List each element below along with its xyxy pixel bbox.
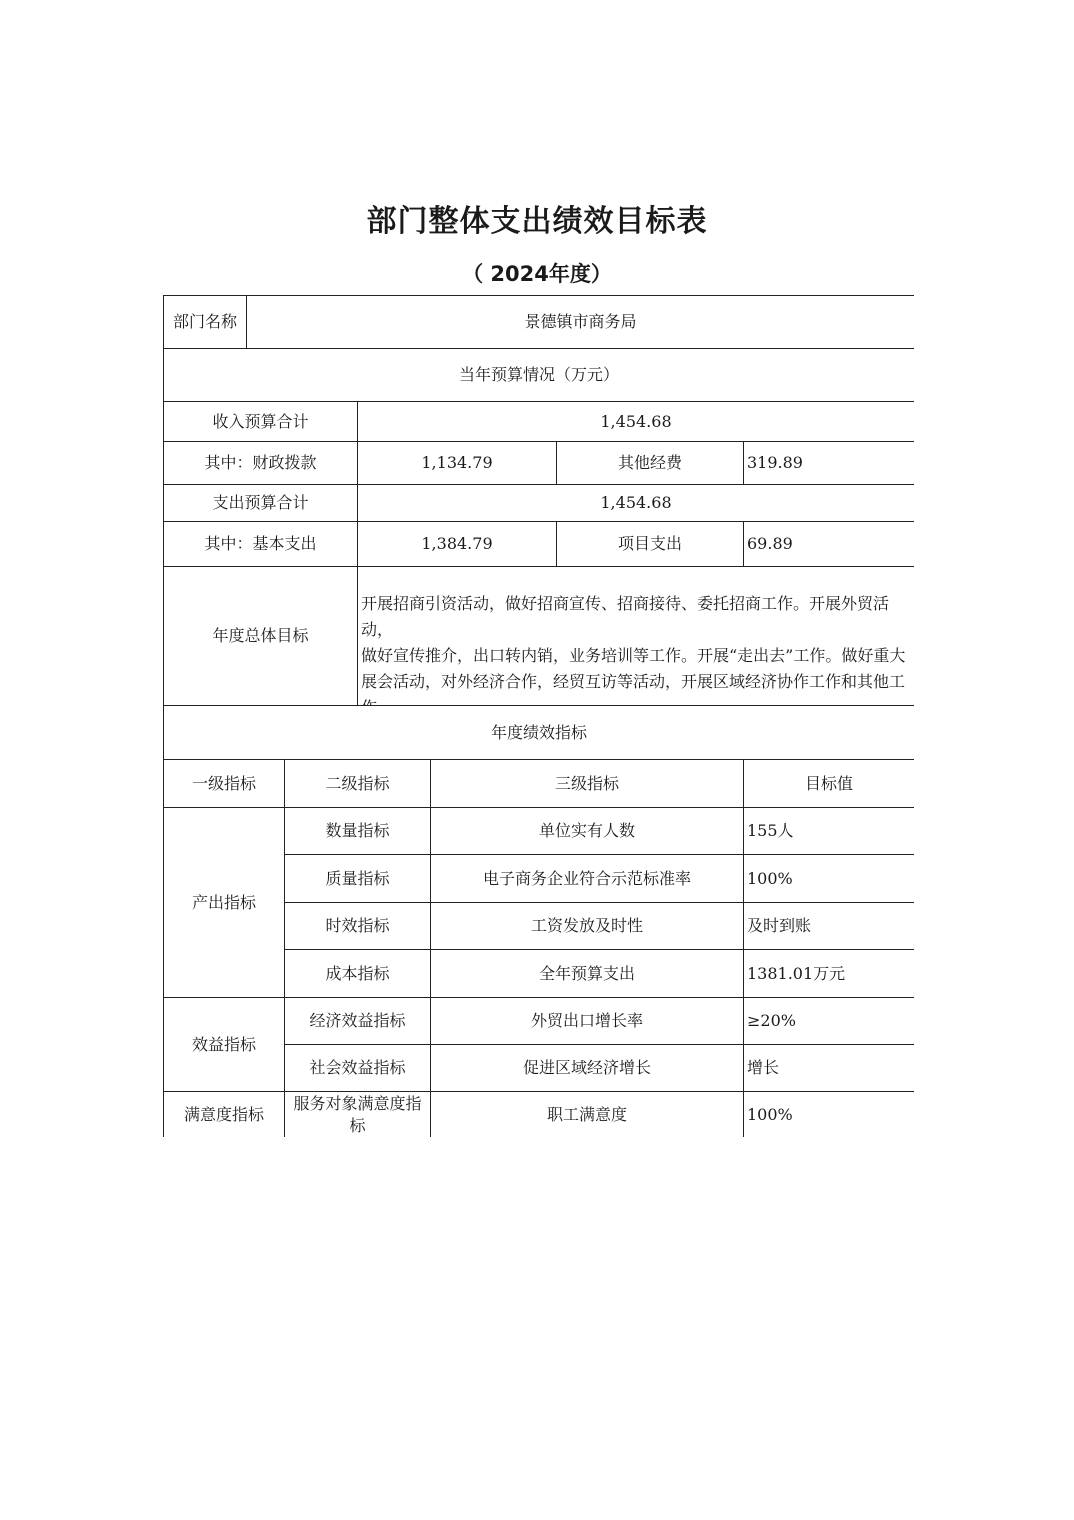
fiscal-label: 其中：财政拨款 xyxy=(163,441,358,485)
row-level3: 促进区域经济增长 xyxy=(430,1044,744,1092)
other-funds-value: 319.89 xyxy=(743,441,914,485)
basic-expense-label: 其中：基本支出 xyxy=(163,521,358,567)
row-level3: 工资发放及时性 xyxy=(430,902,744,950)
other-funds-label: 其他经费 xyxy=(556,441,744,485)
expense-total-label: 支出预算合计 xyxy=(163,484,358,522)
dept-value: 景德镇市商务局 xyxy=(246,295,914,349)
row-target: ≥20% xyxy=(743,997,914,1045)
group-satisfaction: 满意度指标 xyxy=(163,1091,285,1137)
row-level2: 经济效益指标 xyxy=(284,997,431,1045)
basic-expense-value: 1,384.79 xyxy=(357,521,557,567)
income-total-label: 收入预算合计 xyxy=(163,401,358,442)
fiscal-value: 1,134.79 xyxy=(357,441,557,485)
expense-total-value: 1,454.68 xyxy=(357,484,914,522)
row-target: 100% xyxy=(743,854,914,903)
income-total-value: 1,454.68 xyxy=(357,401,914,442)
row-level2: 数量指标 xyxy=(284,807,431,855)
row-level3: 职工满意度 xyxy=(430,1091,744,1137)
indicators-section-header: 年度绩效指标 xyxy=(163,705,914,760)
row-level3: 全年预算支出 xyxy=(430,949,744,998)
annual-goal-label: 年度总体目标 xyxy=(163,566,358,706)
row-level2: 质量指标 xyxy=(284,854,431,903)
project-expense-value: 69.89 xyxy=(743,521,914,567)
row-target: 及时到账 xyxy=(743,902,914,950)
annual-goal-text: 开展招商引资活动，做好招商宣传、招商接待、委托招商工作。开展外贸活动， 做好宣传推介，出口转内销，业务培训等工作。开展“走出去”工作。做好重大 展会活动，对外经济合作，经贸互访等活动，开展区域经济协作工作和其他工 xyxy=(357,566,914,706)
row-target: 增长 xyxy=(743,1044,914,1092)
row-level2: 社会效益指标 xyxy=(284,1044,431,1092)
row-level3: 外贸出口增长率 xyxy=(430,997,744,1045)
row-level2: 服务对象满意度指标 xyxy=(284,1091,431,1137)
header-target: 目标值 xyxy=(743,759,914,808)
header-level1: 一级指标 xyxy=(163,759,285,808)
group-output: 产出指标 xyxy=(163,807,285,998)
page-title: 部门整体支出绩效目标表 xyxy=(366,204,708,239)
project-expense-label: 项目支出 xyxy=(556,521,744,567)
row-level3: 单位实有人数 xyxy=(430,807,744,855)
row-level2: 成本指标 xyxy=(284,949,431,998)
row-level2: 时效指标 xyxy=(284,902,431,950)
row-level3: 电子商务企业符合示范标准率 xyxy=(430,854,744,903)
header-level2: 二级指标 xyxy=(284,759,431,808)
row-target: 100% xyxy=(743,1091,914,1137)
page-subtitle: （ 2024年度） xyxy=(462,262,612,286)
budget-section-header: 当年预算情况（万元） xyxy=(163,348,914,402)
group-benefit: 效益指标 xyxy=(163,997,285,1092)
header-level3: 三级指标 xyxy=(430,759,744,808)
row-target: 155人 xyxy=(743,807,914,855)
dept-label: 部门名称 xyxy=(163,295,247,349)
row-target: 1381.01万元 xyxy=(743,949,914,998)
